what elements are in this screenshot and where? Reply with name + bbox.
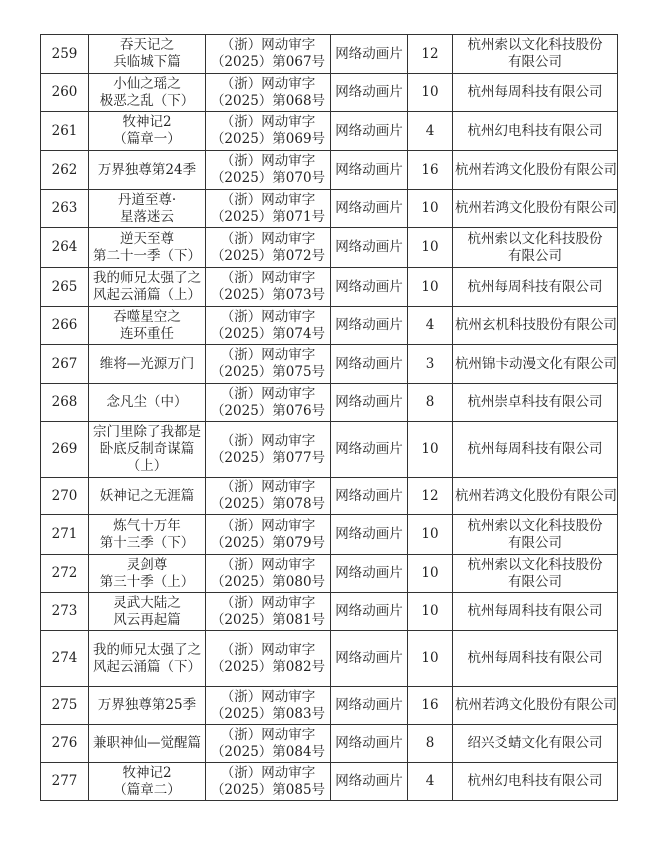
company-cell	[453, 345, 618, 384]
title-cell	[89, 478, 206, 515]
permit-number-line: （浙）网动审字	[220, 191, 316, 208]
company-cell	[453, 112, 618, 151]
row-number-cell: 273	[41, 593, 89, 631]
title-line: 牧神记2	[122, 114, 172, 130]
row-number-cell: 271	[41, 515, 89, 555]
title-line: 第十三季（下）	[99, 534, 195, 551]
type-cell: 网络动画片	[331, 74, 408, 112]
table-row	[41, 593, 618, 631]
title-line: （篇章一）	[113, 131, 181, 147]
permit-number-line: （2025）第070号	[210, 170, 326, 186]
permit-number-line: （浙）网动审字	[220, 37, 316, 53]
company-line: 杭州每周科技有限公司	[467, 84, 603, 100]
type-cell: 网络动画片	[331, 307, 408, 345]
company-line: 杭州索以文化科技股份	[467, 517, 603, 534]
row-number-cell: 277	[41, 763, 89, 801]
episodes-cell: 10	[408, 593, 453, 631]
company-line: 杭州若鸿文化股份有限公司	[455, 200, 617, 216]
company-line: 杭州索以文化科技股份	[467, 556, 603, 573]
permit-number-line: （2025）第075号	[210, 364, 326, 380]
company-line: 杭州每周科技有限公司	[467, 650, 603, 666]
episodes-cell: 10	[408, 422, 453, 478]
permit-number-cell	[206, 268, 331, 307]
table-row	[41, 74, 618, 112]
episodes-cell: 4	[408, 307, 453, 345]
row-number-cell: 259	[41, 35, 89, 74]
title-line: 念凡尘（中）	[106, 394, 188, 410]
type-cell: 网络动画片	[331, 190, 408, 228]
permit-number-line: （2025）第071号	[210, 208, 326, 225]
type-cell: 网络动画片	[331, 112, 408, 151]
episodes-cell: 10	[408, 268, 453, 307]
table-row	[41, 763, 618, 801]
episodes-cell: 16	[408, 687, 453, 725]
title-line: 小仙之瑶之	[113, 75, 181, 92]
permit-number-line: （浙）网动审字	[220, 764, 316, 781]
company-line: 绍兴爻蜻文化有限公司	[467, 735, 603, 751]
table-row	[41, 35, 618, 74]
title-line: 维将—光源万门	[99, 355, 195, 372]
company-cell	[453, 687, 618, 725]
company-line: 杭州索以文化科技股份	[467, 37, 603, 53]
permit-number-line: （浙）网动审字	[220, 641, 316, 658]
title-cell	[89, 555, 206, 593]
permit-number-line: （2025）第072号	[210, 247, 326, 264]
title-cell	[89, 112, 206, 151]
row-number-cell: 268	[41, 384, 89, 422]
row-number-cell: 274	[41, 631, 89, 687]
type-cell: 网络动画片	[331, 228, 408, 268]
table-row	[41, 268, 618, 307]
company-cell	[453, 307, 618, 345]
title-line: 炼气十万年	[113, 517, 181, 534]
title-line: 第二十一季（下）	[93, 247, 201, 264]
permit-number-cell	[206, 151, 331, 190]
title-line: 逆天至尊	[120, 230, 174, 247]
title-line: 兼职神仙—觉醒篇	[93, 735, 201, 751]
company-cell	[453, 384, 618, 422]
type-cell: 网络动画片	[331, 515, 408, 555]
company-cell	[453, 725, 618, 763]
permit-number-line: （2025）第085号	[210, 781, 326, 798]
company-cell	[453, 593, 618, 631]
permit-number-line: （浙）网动审字	[220, 153, 316, 169]
row-number-cell: 272	[41, 555, 89, 593]
permit-number-line: （2025）第080号	[210, 573, 326, 590]
company-cell	[453, 74, 618, 112]
title-line: （上）	[126, 458, 168, 474]
table-row	[41, 478, 618, 515]
approval-table-body	[41, 35, 618, 801]
permit-number-cell	[206, 687, 331, 725]
permit-number-line: （浙）网动审字	[220, 432, 316, 449]
type-cell: 网络动画片	[331, 687, 408, 725]
row-number-cell: 275	[41, 687, 89, 725]
permit-number-line: （2025）第084号	[210, 743, 326, 760]
permit-number-cell	[206, 228, 331, 268]
episodes-cell: 4	[408, 763, 453, 801]
permit-number-line: （2025）第073号	[210, 287, 326, 303]
permit-number-line: （浙）网动审字	[220, 479, 316, 495]
type-cell: 网络动画片	[331, 555, 408, 593]
row-number-cell: 260	[41, 74, 89, 112]
company-cell	[453, 478, 618, 515]
company-line: 杭州若鸿文化股份有限公司	[455, 697, 617, 713]
title-line: 星落迷云	[120, 208, 174, 225]
row-number-cell: 276	[41, 725, 89, 763]
episodes-cell: 12	[408, 35, 453, 74]
table-row	[41, 307, 618, 345]
permit-number-cell	[206, 74, 331, 112]
permit-number-line: （浙）网动审字	[220, 114, 316, 130]
row-number-cell: 263	[41, 190, 89, 228]
title-line: 丹道至尊·	[117, 191, 177, 208]
approval-table	[40, 34, 618, 801]
title-line: 兵临城下篇	[113, 54, 181, 70]
company-cell	[453, 35, 618, 74]
table-row	[41, 555, 618, 593]
table-row	[41, 384, 618, 422]
company-line: 杭州索以文化科技股份	[467, 230, 603, 247]
row-number-cell: 266	[41, 307, 89, 345]
table-row	[41, 515, 618, 555]
episodes-cell: 16	[408, 151, 453, 190]
row-number-cell: 264	[41, 228, 89, 268]
table-row	[41, 725, 618, 763]
permit-number-cell	[206, 190, 331, 228]
table-row	[41, 190, 618, 228]
company-cell	[453, 151, 618, 190]
permit-number-line: （浙）网动审字	[220, 230, 316, 247]
title-line: 风云再起篇	[113, 611, 181, 628]
permit-number-line: （2025）第076号	[210, 402, 326, 419]
type-cell: 网络动画片	[331, 593, 408, 631]
title-line: 吞噬星空之	[113, 308, 181, 325]
episodes-cell: 4	[408, 112, 453, 151]
permit-number-line: （浙）网动审字	[220, 347, 316, 363]
title-line: 妖神记之无涯篇	[99, 487, 195, 504]
title-cell	[89, 35, 206, 74]
table-row	[41, 631, 618, 687]
permit-number-line: （浙）网动审字	[220, 556, 316, 573]
permit-number-line: （浙）网动审字	[220, 270, 316, 286]
title-line: 宗门里除了我都是	[93, 424, 201, 440]
company-line: 杭州玄机科技股份有限公司	[455, 317, 617, 333]
episodes-cell: 10	[408, 631, 453, 687]
permit-number-cell	[206, 422, 331, 478]
permit-number-line: （2025）第067号	[210, 54, 326, 70]
permit-number-line: （2025）第077号	[210, 449, 326, 466]
permit-number-line: （浙）网动审字	[220, 308, 316, 325]
title-cell	[89, 345, 206, 384]
company-line: 有限公司	[508, 534, 562, 551]
company-cell	[453, 555, 618, 593]
permit-number-line: （2025）第069号	[210, 131, 326, 147]
permit-number-cell	[206, 555, 331, 593]
title-line: 灵剑尊	[126, 556, 168, 573]
company-line: 有限公司	[508, 573, 562, 590]
permit-number-cell	[206, 725, 331, 763]
title-cell	[89, 151, 206, 190]
episodes-cell: 10	[408, 515, 453, 555]
company-line: 杭州若鸿文化股份有限公司	[455, 161, 617, 178]
type-cell: 网络动画片	[331, 631, 408, 687]
title-line: 连环重任	[120, 325, 174, 342]
company-cell	[453, 422, 618, 478]
title-cell	[89, 687, 206, 725]
table-row	[41, 112, 618, 151]
row-number-cell: 267	[41, 345, 89, 384]
permit-number-cell	[206, 112, 331, 151]
permit-number-cell	[206, 345, 331, 384]
title-cell	[89, 593, 206, 631]
table-row	[41, 687, 618, 725]
permit-number-line: （浙）网动审字	[220, 688, 316, 705]
type-cell: 网络动画片	[331, 345, 408, 384]
episodes-cell: 8	[408, 725, 453, 763]
type-cell: 网络动画片	[331, 35, 408, 74]
row-number-cell: 270	[41, 478, 89, 515]
title-line: 风起云涌篇（上）	[93, 287, 201, 303]
permit-number-line: （浙）网动审字	[220, 385, 316, 402]
company-line: 杭州崇卓科技有限公司	[467, 394, 603, 410]
company-line: 杭州若鸿文化股份有限公司	[455, 487, 617, 504]
type-cell: 网络动画片	[331, 151, 408, 190]
permit-number-cell	[206, 763, 331, 801]
table-row	[41, 228, 618, 268]
company-line: 杭州幻电科技有限公司	[467, 122, 603, 139]
title-line: 极恶之乱（下）	[99, 92, 195, 109]
title-line: 牧神记2	[122, 764, 172, 781]
company-cell	[453, 631, 618, 687]
title-cell	[89, 307, 206, 345]
title-cell	[89, 763, 206, 801]
type-cell: 网络动画片	[331, 384, 408, 422]
permit-number-line: （2025）第074号	[210, 325, 326, 342]
title-line: 我的师兄太强了之	[93, 641, 201, 658]
permit-number-cell	[206, 307, 331, 345]
title-cell	[89, 268, 206, 307]
company-line: 有限公司	[508, 54, 562, 70]
title-line: 卧底反制奇谋篇	[99, 441, 195, 457]
title-line: 第三十季（上）	[99, 573, 195, 590]
type-cell: 网络动画片	[331, 725, 408, 763]
title-cell	[89, 74, 206, 112]
episodes-cell: 12	[408, 478, 453, 515]
title-cell	[89, 190, 206, 228]
episodes-cell: 10	[408, 555, 453, 593]
company-line: 杭州锦卡动漫文化有限公司	[455, 355, 617, 372]
company-cell	[453, 763, 618, 801]
title-cell	[89, 228, 206, 268]
episodes-cell: 10	[408, 228, 453, 268]
company-line: 杭州每周科技有限公司	[467, 278, 603, 295]
title-cell	[89, 422, 206, 478]
title-line: 灵武大陆之	[113, 594, 181, 611]
permit-number-line: （2025）第078号	[210, 496, 326, 512]
permit-number-line: （浙）网动审字	[220, 594, 316, 611]
company-line: 有限公司	[508, 247, 562, 264]
permit-number-cell	[206, 478, 331, 515]
company-cell	[453, 190, 618, 228]
company-line: 杭州每周科技有限公司	[467, 603, 603, 619]
title-line: 风起云涌篇（下）	[93, 658, 201, 675]
company-line: 杭州幻电科技有限公司	[467, 773, 603, 789]
type-cell: 网络动画片	[331, 478, 408, 515]
table-row	[41, 345, 618, 384]
permit-number-line: （2025）第068号	[210, 92, 326, 109]
permit-number-cell	[206, 384, 331, 422]
permit-number-cell	[206, 593, 331, 631]
type-cell: 网络动画片	[331, 763, 408, 801]
permit-number-cell	[206, 631, 331, 687]
company-cell	[453, 268, 618, 307]
episodes-cell: 10	[408, 190, 453, 228]
title-line: 万界独尊第24季	[97, 161, 197, 178]
row-number-cell: 261	[41, 112, 89, 151]
title-line: 吞天记之	[120, 37, 174, 53]
episodes-cell: 3	[408, 345, 453, 384]
permit-number-line: （浙）网动审字	[220, 517, 316, 534]
episodes-cell: 10	[408, 74, 453, 112]
permit-number-cell	[206, 515, 331, 555]
title-line: 万界独尊第25季	[97, 697, 197, 713]
type-cell: 网络动画片	[331, 422, 408, 478]
company-cell	[453, 515, 618, 555]
title-cell	[89, 725, 206, 763]
title-cell	[89, 515, 206, 555]
table-row	[41, 422, 618, 478]
title-cell	[89, 631, 206, 687]
permit-number-line: （浙）网动审字	[220, 726, 316, 743]
row-number-cell: 262	[41, 151, 89, 190]
company-cell	[453, 228, 618, 268]
title-line: （篇章二）	[113, 781, 181, 798]
permit-number-line: （2025）第082号	[210, 658, 326, 675]
title-cell	[89, 384, 206, 422]
permit-number-line: （2025）第081号	[210, 611, 326, 628]
episodes-cell: 8	[408, 384, 453, 422]
type-cell: 网络动画片	[331, 268, 408, 307]
row-number-cell: 269	[41, 422, 89, 478]
permit-number-line: （2025）第079号	[210, 534, 326, 551]
row-number-cell: 265	[41, 268, 89, 307]
permit-number-line: （2025）第083号	[210, 705, 326, 722]
title-line: 我的师兄太强了之	[93, 270, 201, 286]
permit-number-cell	[206, 35, 331, 74]
permit-number-line: （浙）网动审字	[220, 75, 316, 92]
table-row	[41, 151, 618, 190]
company-line: 杭州每周科技有限公司	[467, 441, 603, 457]
